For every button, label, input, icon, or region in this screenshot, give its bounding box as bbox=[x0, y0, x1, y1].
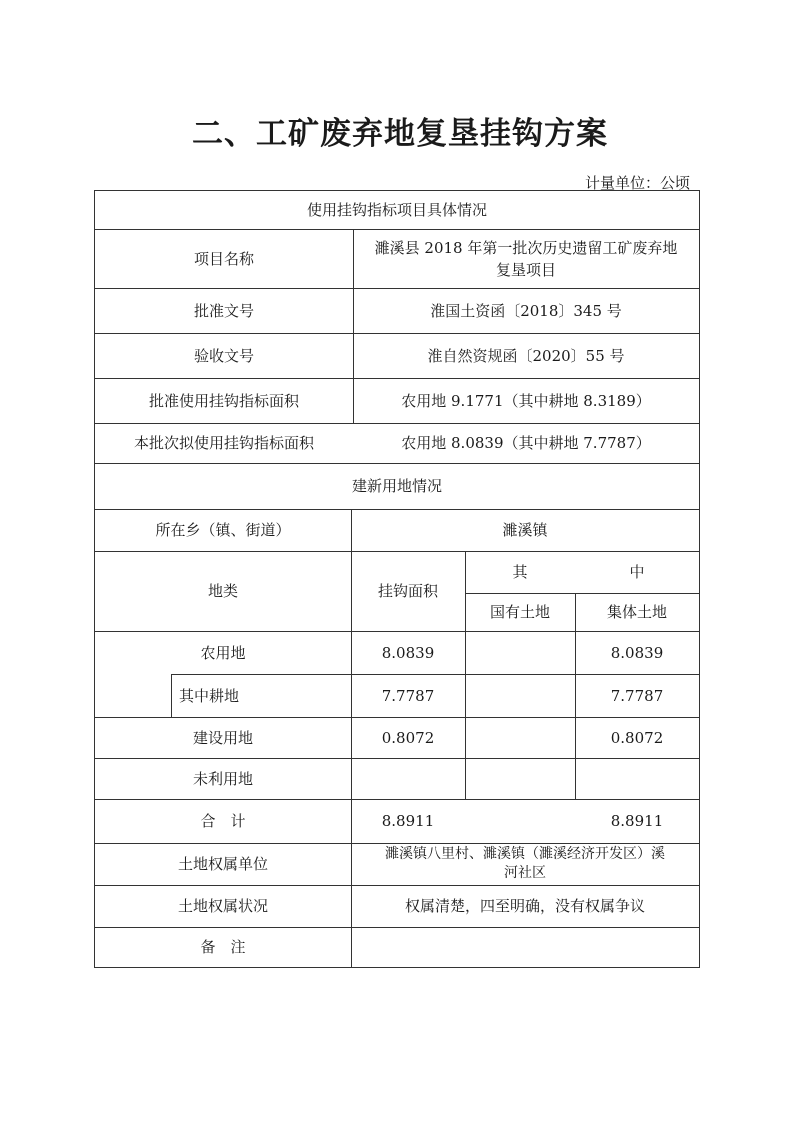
row-agricultural-state bbox=[465, 631, 575, 674]
document-title: 二、工矿废弃地复垦挂钩方案 bbox=[192, 116, 608, 152]
row-agricultural-area: 8.0839 bbox=[381, 643, 435, 662]
hook-area-header: 挂钩面积 bbox=[377, 582, 438, 600]
row-agricultural-label: 农用地 bbox=[200, 643, 246, 662]
ownership-unit-value: 濉溪镇八里村、濉溪镇（濉溪经济开发区）溪 河社区 bbox=[385, 846, 665, 881]
measurement-unit: 计量单位：公顷 bbox=[584, 174, 690, 192]
ownership-unit-label: 土地权属单位 bbox=[177, 855, 268, 873]
row-unused-collective bbox=[575, 758, 699, 799]
section2-header: 建新用地情况 bbox=[351, 477, 442, 495]
approved-area-value: 农用地 9.1771（其中耕地 8.3189） bbox=[401, 391, 651, 410]
row-construction-label: 建设用地 bbox=[192, 728, 253, 747]
remarks-value bbox=[351, 927, 699, 967]
planned-area-label: 本批次拟使用挂钩指标面积 bbox=[133, 434, 314, 452]
project-name-label: 项目名称 bbox=[193, 249, 254, 268]
row-cultivated-state bbox=[465, 674, 575, 717]
hook-plan-table bbox=[94, 190, 700, 968]
acceptance-no-value: 淮自然资规函〔2020〕55 号 bbox=[427, 346, 625, 365]
row-total-state bbox=[465, 799, 575, 843]
row-total-area: 8.8911 bbox=[381, 812, 435, 830]
ownership-status-label: 土地权属状况 bbox=[177, 897, 268, 915]
row-construction-collective: 0.8072 bbox=[610, 728, 664, 747]
planned-area-value: 农用地 8.0839（其中耕地 7.7787） bbox=[401, 434, 651, 452]
acceptance-no-label: 验收文号 bbox=[193, 346, 254, 365]
row-cultivated-label: 其中耕地 bbox=[179, 686, 240, 705]
approval-no-value: 淮国土资函〔2018〕345 号 bbox=[430, 301, 622, 320]
row-unused-label: 未利用地 bbox=[192, 769, 253, 788]
row-cultivated-area: 7.7787 bbox=[381, 686, 435, 705]
row-unused-area bbox=[351, 758, 465, 799]
of-which-header-1: 其 bbox=[512, 563, 528, 581]
state-land-header: 国有土地 bbox=[489, 603, 550, 621]
collective-land-header: 集体土地 bbox=[606, 603, 667, 621]
section1-header: 使用挂钩指标项目具体情况 bbox=[306, 201, 487, 219]
row-total-label: 合 计 bbox=[200, 812, 246, 830]
ownership-status-value: 权属清楚，四至明确，没有权属争议 bbox=[404, 897, 645, 915]
row-agricultural-collective: 8.0839 bbox=[610, 643, 664, 662]
land-type-header: 地类 bbox=[207, 582, 238, 600]
project-name-value: 濉溪县 2018 年第一批次历史遗留工矿废弃地 复垦项目 bbox=[374, 238, 678, 279]
township-value: 濉溪镇 bbox=[502, 521, 548, 539]
row-unused-state bbox=[465, 758, 575, 799]
row-construction-state bbox=[465, 717, 575, 758]
remarks-label: 备 注 bbox=[200, 938, 246, 956]
row-total-collective: 8.8911 bbox=[610, 812, 664, 830]
row-cultivated-collective: 7.7787 bbox=[610, 686, 664, 705]
approved-area-label: 批准使用挂钩指标面积 bbox=[148, 391, 299, 410]
township-label: 所在乡（镇、街道） bbox=[155, 521, 291, 539]
approval-no-label: 批准文号 bbox=[193, 301, 254, 320]
row-construction-area: 0.8072 bbox=[381, 728, 435, 747]
of-which-header-2: 中 bbox=[629, 563, 645, 581]
